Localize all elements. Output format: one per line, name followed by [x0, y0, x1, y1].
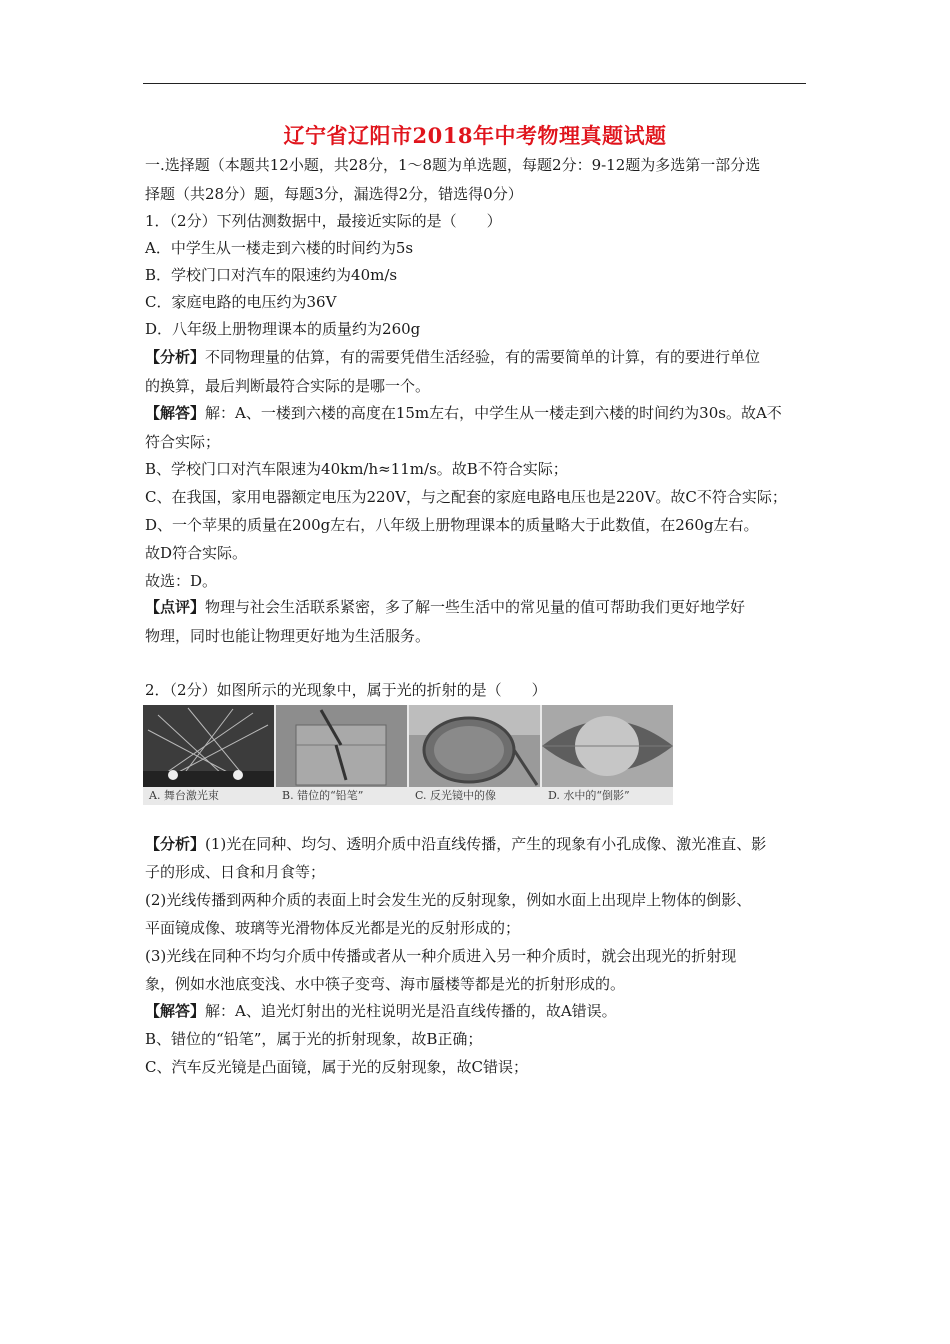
q2-analysis-line: 子的形成、日食和月食等； — [145, 863, 326, 881]
q2-figure — [143, 705, 673, 805]
q1-comment-line: 物理，同时也能让物理更好地为生活服务。 — [145, 627, 431, 645]
q2-analysis-line: 象，例如水池底变浅、水中筷子变弯、海市蜃楼等都是光的折射形成的。 — [145, 975, 626, 993]
q1-option-d: D．八年级上册物理课本的质量约为260g — [145, 320, 421, 338]
figure-panel-c — [409, 705, 540, 805]
q2-answer-line: B、错位的“铅笔”，属于光的折射现象，故B正确； — [145, 1030, 483, 1048]
analysis-text: 不同物理量的估算，有的需要凭借生活经验，有的需要简单的计算，有的要进行单位 — [205, 348, 761, 366]
comment-label: 【点评】 — [145, 598, 206, 616]
q2-analysis-line: 平面镜成像、玻璃等光滑物体反光都是光的反射形成的； — [145, 919, 521, 937]
pencil-in-water-image — [276, 705, 407, 787]
q1-answer-line: 符合实际； — [145, 433, 221, 451]
q1-option-c: C．家庭电路的电压约为36V — [145, 293, 337, 311]
q2-answer-line: C、汽车反光镜是凸面镜，属于光的反射现象，故C错误； — [145, 1058, 528, 1076]
stage-laser-image — [143, 705, 274, 787]
q2-analysis-line: (3)光线在同种不均匀介质中传播或者从一种介质进入另一种介质时，就会出现光的折射现 — [145, 947, 737, 965]
convex-mirror-image — [409, 705, 540, 787]
document-title: 辽宁省辽阳市2018年中考物理真题试题 — [283, 123, 667, 148]
answer-text: 解：A、追光灯射出的光柱说明光是沿直线传播的，故A错误。 — [205, 1002, 617, 1020]
caption-a: A. 舞台激光束 — [149, 789, 219, 802]
q1-analysis-line: 的换算，最后判断最符合实际的是哪一个。 — [145, 377, 431, 395]
caption-d: D. 水中的“倒影” — [548, 789, 630, 802]
comment-text: 物理与社会生活联系紧密，多了解一些生活中的常见量的值可帮助我们更好地学好 — [205, 598, 746, 616]
caption-c: C. 反光镜中的像 — [415, 789, 497, 802]
bridge-reflection-image — [542, 705, 673, 787]
answer-label: 【解答】 — [145, 404, 206, 422]
answer-label: 【解答】 — [145, 1002, 206, 1020]
header-rule — [143, 83, 806, 84]
caption-b: B. 错位的“铅笔” — [282, 789, 364, 802]
q1-answer-line: 故选：D。 — [145, 572, 218, 590]
analysis-text: (1)光在同种、均匀、透明介质中沿直线传播，产生的现象有小孔成像、激光准直、影 — [205, 835, 767, 853]
q1-answer-line: B、学校门口对汽车限速为40km/h≈11m/s。故B不符合实际； — [145, 460, 568, 478]
q2-analysis-line: (2)光线传播到两种介质的表面上时会发生光的反射现象，例如水面上出现岸上物体的倒影、 — [145, 891, 752, 909]
analysis-label: 【分析】 — [145, 348, 206, 366]
q2-stem: 2．（2分）如图所示的光现象中，属于光的折射的是（ ） — [145, 681, 547, 699]
q2-analysis — [145, 834, 766, 854]
section-intro-line: 择题（共28分）题，每题3分，漏选得2分，错选得0分） — [145, 185, 523, 203]
figure-panel-a — [143, 705, 274, 805]
section-intro-line: 一.选择题（本题共12小题，共28分，1～8题为单选题，每题2分：9-12题为多选第一部分选 — [145, 156, 761, 174]
figure-panel-d — [542, 705, 673, 805]
analysis-label: 【分析】 — [145, 835, 206, 853]
q1-answer-line: 故D符合实际。 — [145, 544, 248, 562]
q1-answer — [145, 403, 782, 423]
q1-option-a: A．中学生从一楼走到六楼的时间约为5s — [145, 239, 414, 257]
q1-analysis — [145, 347, 760, 367]
q1-answer-line: C、在我国，家用电器额定电压为220V，与之配套的家庭电路电压也是220V。故C不符合实际； — [145, 488, 787, 506]
q1-stem: 1．（2分）下列估测数据中，最接近实际的是（ ） — [145, 212, 502, 230]
answer-text: 解：A、一楼到六楼的高度在15m左右，中学生从一楼走到六楼的时间约为30s。故A不 — [205, 404, 782, 422]
q2-answer — [145, 1001, 617, 1021]
q1-answer-line: D、一个苹果的质量在200g左右，八年级上册物理课本的质量略大于此数值，在260g左右。 — [145, 516, 759, 534]
q1-option-b: B．学校门口对汽车的限速约为40m/s — [145, 266, 398, 284]
q1-comment — [145, 597, 745, 617]
figure-panel-b — [276, 705, 407, 805]
